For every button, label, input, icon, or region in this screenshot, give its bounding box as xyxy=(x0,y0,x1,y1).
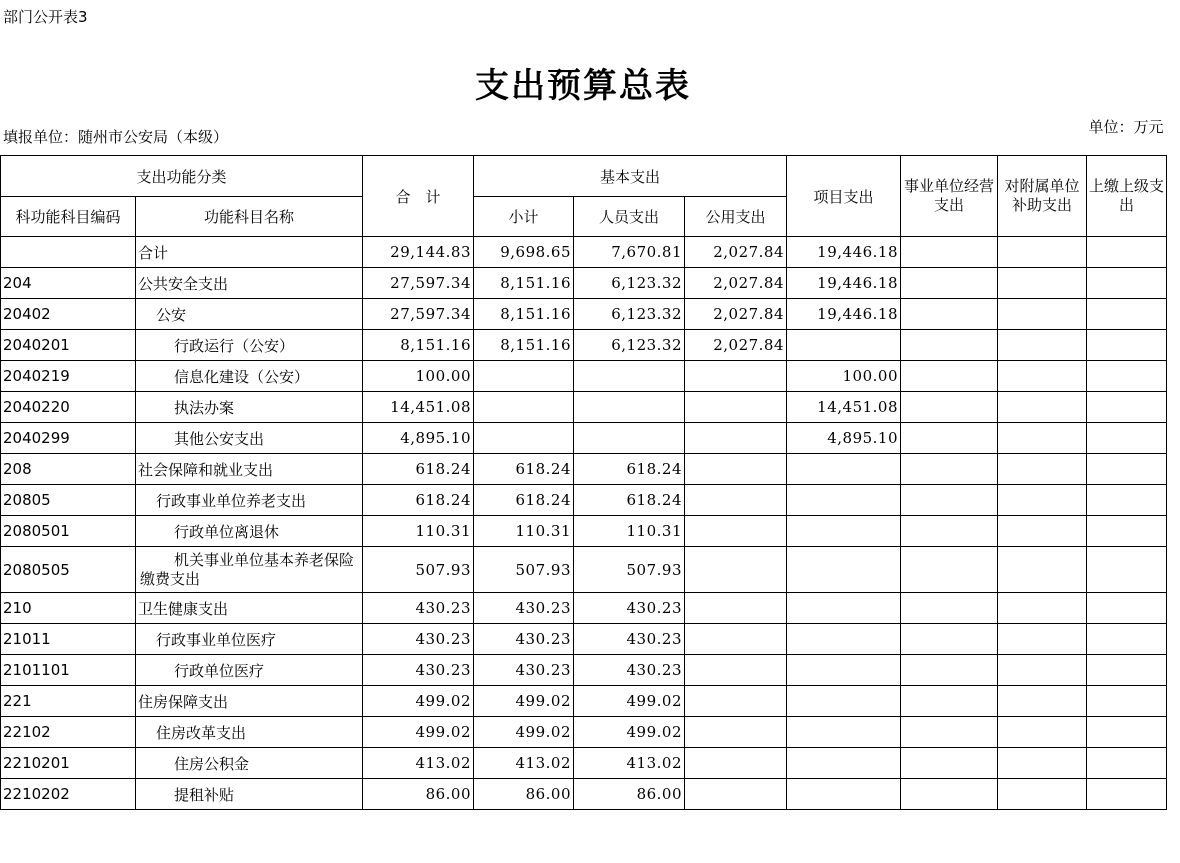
cell-name: 住房公积金 xyxy=(136,748,363,779)
table-row xyxy=(1,392,1167,423)
cell-public xyxy=(685,423,787,454)
cell-upper xyxy=(1087,299,1167,330)
table-row xyxy=(1,268,1167,299)
cell-business xyxy=(901,779,998,810)
cell-project xyxy=(787,686,901,717)
cell-subtotal: 8,151.16 xyxy=(474,268,574,299)
cell-business xyxy=(901,593,998,624)
cell-subtotal: 499.02 xyxy=(474,717,574,748)
cell-subsidy xyxy=(998,624,1087,655)
cell-code: 2040299 xyxy=(1,423,136,454)
cell-subtotal: 86.00 xyxy=(474,779,574,810)
cell-business xyxy=(901,454,998,485)
cell-upper xyxy=(1087,655,1167,686)
cell-subtotal: 430.23 xyxy=(474,624,574,655)
cell-project xyxy=(787,748,901,779)
cell-upper xyxy=(1087,717,1167,748)
table-row xyxy=(1,237,1167,268)
cell-public: 2,027.84 xyxy=(685,237,787,268)
cell-name: 公共安全支出 xyxy=(136,268,363,299)
cell-business xyxy=(901,485,998,516)
cell-subsidy xyxy=(998,454,1087,485)
cell-upper xyxy=(1087,361,1167,392)
cell-total: 618.24 xyxy=(363,454,474,485)
cell-project xyxy=(787,516,901,547)
cell-public xyxy=(685,516,787,547)
cell-business xyxy=(901,547,998,593)
cell-personnel: 86.00 xyxy=(574,779,685,810)
cell-code: 221 xyxy=(1,686,136,717)
cell-public xyxy=(685,547,787,593)
cell-name: 社会保障和就业支出 xyxy=(136,454,363,485)
cell-public xyxy=(685,717,787,748)
cell-project xyxy=(787,593,901,624)
cell-subsidy xyxy=(998,361,1087,392)
cell-business xyxy=(901,624,998,655)
cell-upper xyxy=(1087,686,1167,717)
cell-total: 413.02 xyxy=(363,748,474,779)
cell-code: 210 xyxy=(1,593,136,624)
cell-subtotal xyxy=(474,392,574,423)
cell-code: 20402 xyxy=(1,299,136,330)
cell-upper xyxy=(1087,423,1167,454)
cell-public xyxy=(685,779,787,810)
table-row xyxy=(1,547,1167,593)
cell-project xyxy=(787,330,901,361)
cell-subtotal: 413.02 xyxy=(474,748,574,779)
cell-subtotal: 507.93 xyxy=(474,547,574,593)
cell-subtotal: 430.23 xyxy=(474,593,574,624)
cell-project xyxy=(787,485,901,516)
cell-project xyxy=(787,655,901,686)
cell-subsidy xyxy=(998,485,1087,516)
header-subsidy: 对附属单位补助支出 xyxy=(998,156,1087,237)
cell-business xyxy=(901,748,998,779)
header-project: 项目支出 xyxy=(787,156,901,237)
cell-personnel: 7,670.81 xyxy=(574,237,685,268)
header-business: 事业单位经营支出 xyxy=(901,156,998,237)
cell-subtotal: 8,151.16 xyxy=(474,330,574,361)
table-row xyxy=(1,717,1167,748)
cell-upper xyxy=(1087,748,1167,779)
table-row xyxy=(1,485,1167,516)
cell-public: 2,027.84 xyxy=(685,299,787,330)
cell-subtotal: 8,151.16 xyxy=(474,299,574,330)
cell-business xyxy=(901,516,998,547)
cell-subsidy xyxy=(998,330,1087,361)
cell-project: 19,446.18 xyxy=(787,237,901,268)
cell-project: 19,446.18 xyxy=(787,268,901,299)
cell-name: 执法办案 xyxy=(136,392,363,423)
cell-subtotal: 9,698.65 xyxy=(474,237,574,268)
cell-subsidy xyxy=(998,748,1087,779)
cell-business xyxy=(901,268,998,299)
cell-total: 27,597.34 xyxy=(363,268,474,299)
table-row xyxy=(1,299,1167,330)
cell-code: 2080505 xyxy=(1,547,136,593)
cell-subtotal: 110.31 xyxy=(474,516,574,547)
cell-subsidy xyxy=(998,516,1087,547)
cell-upper xyxy=(1087,330,1167,361)
cell-subsidy xyxy=(998,423,1087,454)
cell-subtotal: 618.24 xyxy=(474,454,574,485)
cell-total: 618.24 xyxy=(363,485,474,516)
cell-total: 430.23 xyxy=(363,593,474,624)
table-row xyxy=(1,748,1167,779)
cell-name: 信息化建设（公安） xyxy=(136,361,363,392)
header-code: 科功能科目编码 xyxy=(1,197,136,237)
cell-total: 8,151.16 xyxy=(363,330,474,361)
header-func-class: 支出功能分类 xyxy=(1,156,363,197)
cell-total: 4,895.10 xyxy=(363,423,474,454)
cell-total: 27,597.34 xyxy=(363,299,474,330)
header-subtotal: 小计 xyxy=(474,197,574,237)
cell-personnel: 6,123.32 xyxy=(574,299,685,330)
cell-personnel: 430.23 xyxy=(574,655,685,686)
cell-name: 行政单位医疗 xyxy=(136,655,363,686)
cell-personnel xyxy=(574,392,685,423)
cell-public: 2,027.84 xyxy=(685,330,787,361)
cell-public xyxy=(685,748,787,779)
cell-project xyxy=(787,454,901,485)
cell-upper xyxy=(1087,237,1167,268)
header-basic: 基本支出 xyxy=(474,156,787,197)
cell-public: 2,027.84 xyxy=(685,268,787,299)
cell-subtotal: 618.24 xyxy=(474,485,574,516)
table-row xyxy=(1,516,1167,547)
cell-code: 22102 xyxy=(1,717,136,748)
cell-total: 430.23 xyxy=(363,655,474,686)
cell-project: 100.00 xyxy=(787,361,901,392)
cell-personnel: 507.93 xyxy=(574,547,685,593)
cell-business xyxy=(901,361,998,392)
cell-total: 86.00 xyxy=(363,779,474,810)
cell-project: 4,895.10 xyxy=(787,423,901,454)
cell-business xyxy=(901,423,998,454)
cell-project xyxy=(787,547,901,593)
cell-name-text: 机关事业单位基本养老保险缴费支出 xyxy=(140,550,355,588)
cell-name: 合计 xyxy=(136,237,363,268)
cell-name: 公安 xyxy=(136,299,363,330)
cell-public xyxy=(685,686,787,717)
cell-personnel: 413.02 xyxy=(574,748,685,779)
cell-personnel: 430.23 xyxy=(574,624,685,655)
table-body xyxy=(1,237,1167,810)
cell-subsidy xyxy=(998,237,1087,268)
cell-code xyxy=(1,237,136,268)
cell-name: 卫生健康支出 xyxy=(136,593,363,624)
cell-code: 21011 xyxy=(1,624,136,655)
cell-name: 住房改革支出 xyxy=(136,717,363,748)
cell-code: 2210201 xyxy=(1,748,136,779)
table-row xyxy=(1,624,1167,655)
document-label: 部门公开表3 xyxy=(3,8,88,26)
cell-name: 行政事业单位医疗 xyxy=(136,624,363,655)
cell-upper xyxy=(1087,454,1167,485)
cell-upper xyxy=(1087,547,1167,593)
cell-project xyxy=(787,779,901,810)
cell-name xyxy=(136,547,363,593)
cell-subtotal xyxy=(474,423,574,454)
cell-personnel: 430.23 xyxy=(574,593,685,624)
cell-business xyxy=(901,392,998,423)
cell-name: 行政单位离退休 xyxy=(136,516,363,547)
cell-name: 住房保障支出 xyxy=(136,686,363,717)
header-total: 合 计 xyxy=(363,156,474,237)
table-row xyxy=(1,655,1167,686)
cell-personnel: 110.31 xyxy=(574,516,685,547)
cell-personnel: 618.24 xyxy=(574,485,685,516)
cell-total: 29,144.83 xyxy=(363,237,474,268)
cell-subsidy xyxy=(998,547,1087,593)
table-row xyxy=(1,686,1167,717)
cell-public xyxy=(685,392,787,423)
cell-personnel: 6,123.32 xyxy=(574,330,685,361)
cell-subtotal xyxy=(474,361,574,392)
cell-total: 14,451.08 xyxy=(363,392,474,423)
cell-project: 14,451.08 xyxy=(787,392,901,423)
cell-upper xyxy=(1087,392,1167,423)
cell-code: 20805 xyxy=(1,485,136,516)
cell-upper xyxy=(1087,779,1167,810)
cell-upper xyxy=(1087,624,1167,655)
cell-subsidy xyxy=(998,717,1087,748)
cell-code: 204 xyxy=(1,268,136,299)
budget-table xyxy=(0,155,1167,810)
header-name: 功能科目名称 xyxy=(136,197,363,237)
cell-subsidy xyxy=(998,593,1087,624)
cell-subtotal: 430.23 xyxy=(474,655,574,686)
table-row xyxy=(1,593,1167,624)
cell-code: 2101101 xyxy=(1,655,136,686)
cell-code: 2080501 xyxy=(1,516,136,547)
cell-total: 499.02 xyxy=(363,686,474,717)
cell-total: 100.00 xyxy=(363,361,474,392)
cell-business xyxy=(901,299,998,330)
cell-name: 提租补贴 xyxy=(136,779,363,810)
cell-total: 499.02 xyxy=(363,717,474,748)
cell-total: 430.23 xyxy=(363,624,474,655)
cell-business xyxy=(901,655,998,686)
cell-business xyxy=(901,717,998,748)
cell-business xyxy=(901,686,998,717)
cell-project: 19,446.18 xyxy=(787,299,901,330)
cell-personnel: 6,123.32 xyxy=(574,268,685,299)
cell-project xyxy=(787,717,901,748)
cell-personnel: 499.02 xyxy=(574,717,685,748)
cell-upper xyxy=(1087,516,1167,547)
cell-public xyxy=(685,454,787,485)
table-row xyxy=(1,330,1167,361)
cell-subtotal: 499.02 xyxy=(474,686,574,717)
cell-upper xyxy=(1087,485,1167,516)
cell-name: 行政运行（公安） xyxy=(136,330,363,361)
cell-personnel xyxy=(574,361,685,392)
cell-code: 2040219 xyxy=(1,361,136,392)
header-personnel: 人员支出 xyxy=(574,197,685,237)
cell-public xyxy=(685,361,787,392)
header-upper: 上缴上级支出 xyxy=(1087,156,1167,237)
header-public: 公用支出 xyxy=(685,197,787,237)
cell-subsidy xyxy=(998,299,1087,330)
cell-name: 其他公安支出 xyxy=(136,423,363,454)
cell-total: 507.93 xyxy=(363,547,474,593)
cell-public xyxy=(685,485,787,516)
cell-code: 2210202 xyxy=(1,779,136,810)
cell-total: 110.31 xyxy=(363,516,474,547)
cell-subsidy xyxy=(998,686,1087,717)
cell-upper xyxy=(1087,268,1167,299)
cell-public xyxy=(685,593,787,624)
cell-personnel: 618.24 xyxy=(574,454,685,485)
cell-public xyxy=(685,624,787,655)
cell-code: 2040220 xyxy=(1,392,136,423)
cell-subsidy xyxy=(998,655,1087,686)
page-title: 支出预算总表 xyxy=(475,66,691,106)
reporting-unit: 填报单位：随州市公安局（本级） xyxy=(3,128,229,146)
cell-public xyxy=(685,655,787,686)
table-row xyxy=(1,779,1167,810)
cell-personnel: 499.02 xyxy=(574,686,685,717)
cell-subsidy xyxy=(998,268,1087,299)
cell-subsidy xyxy=(998,392,1087,423)
cell-code: 2040201 xyxy=(1,330,136,361)
cell-business xyxy=(901,330,998,361)
table-row xyxy=(1,423,1167,454)
cell-name: 行政事业单位养老支出 xyxy=(136,485,363,516)
cell-business xyxy=(901,237,998,268)
cell-upper xyxy=(1087,593,1167,624)
unit-label: 单位：万元 xyxy=(1088,118,1164,136)
table-row xyxy=(1,454,1167,485)
cell-subsidy xyxy=(998,779,1087,810)
table-row xyxy=(1,361,1167,392)
cell-code: 208 xyxy=(1,454,136,485)
cell-project xyxy=(787,624,901,655)
cell-personnel xyxy=(574,423,685,454)
